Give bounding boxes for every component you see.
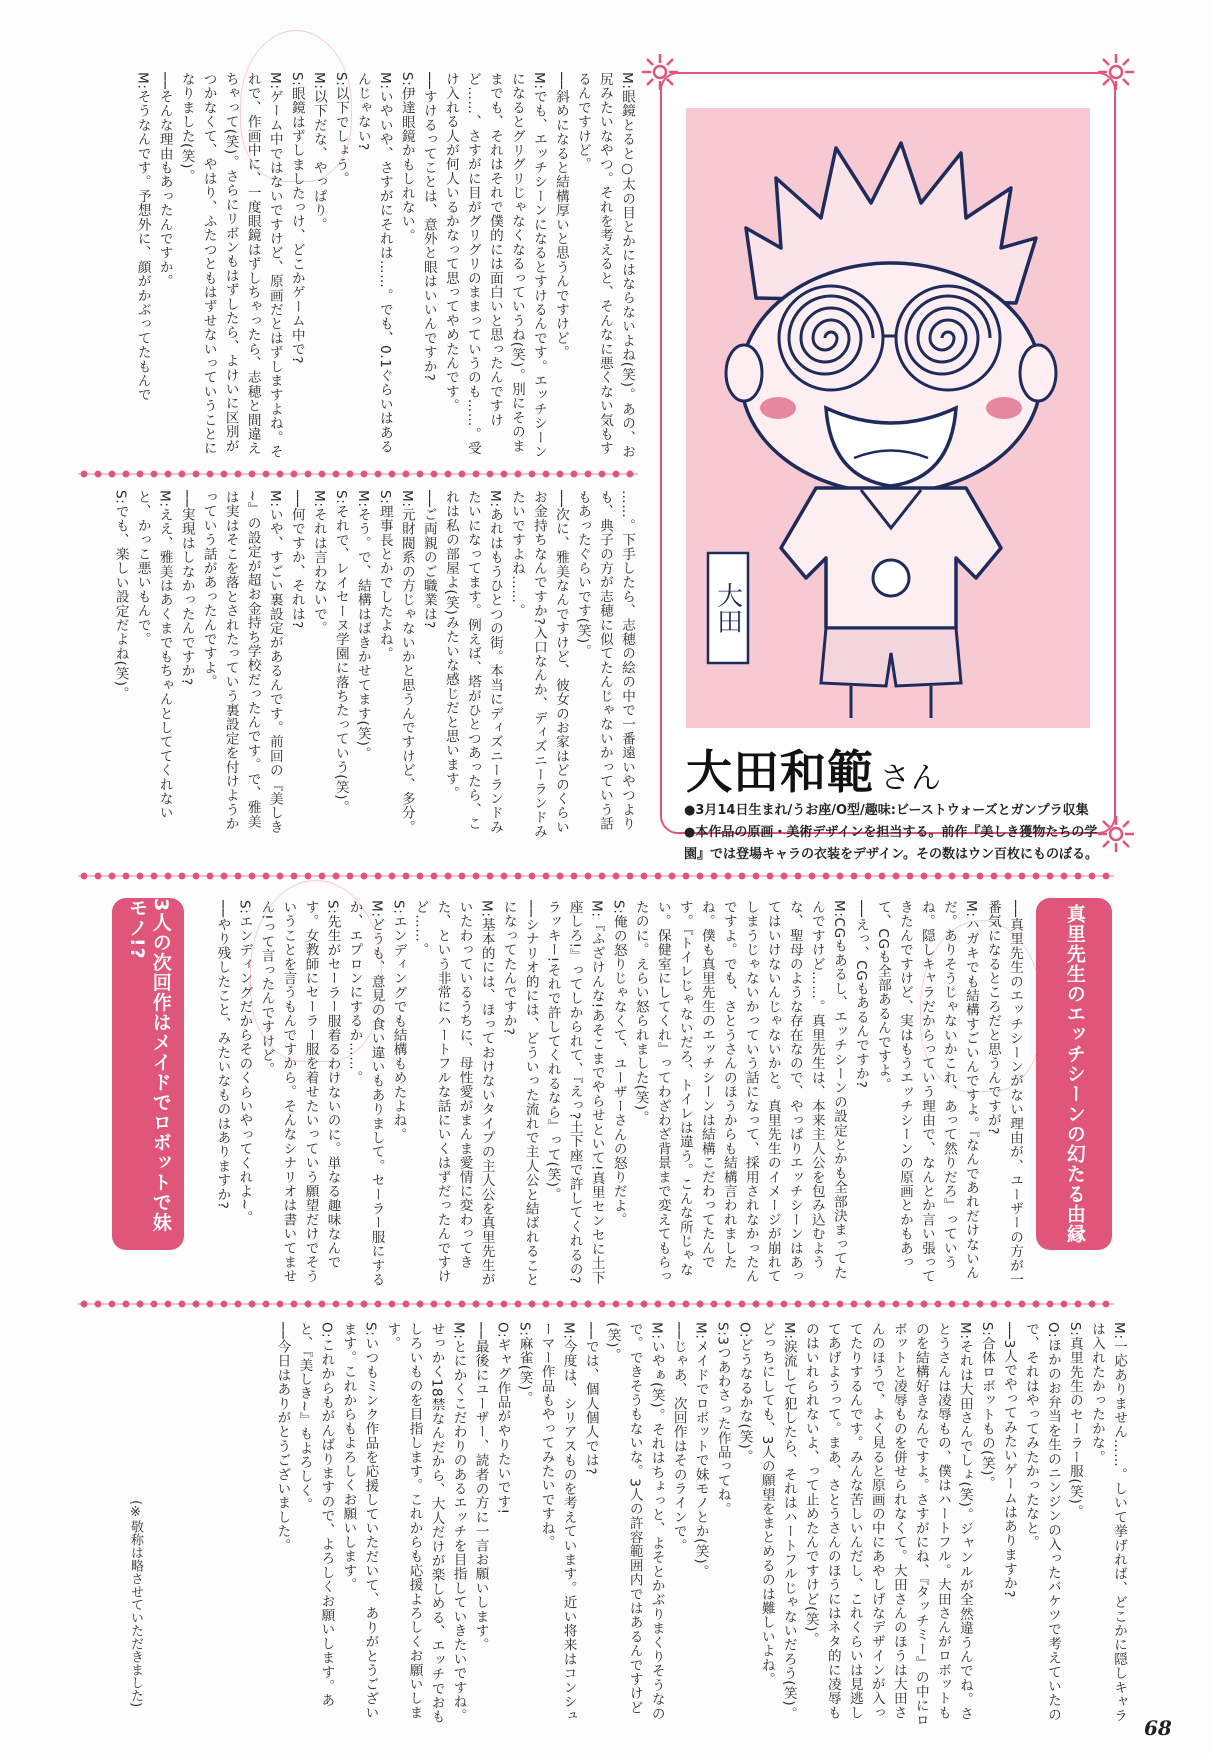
- sparkle-icon: [1096, 52, 1136, 92]
- dialogue-line: ──何ですか、それは?: [288, 490, 305, 629]
- dialogue-line: S:合体ロボットもの(笑)。: [978, 1322, 995, 1491]
- footnote: (※敬称は略させていただきました): [128, 1500, 143, 1708]
- interview-column-top-middle: [80, 490, 638, 840]
- heart-divider: [78, 468, 638, 480]
- interview-column-bottom-left: [130, 1322, 1130, 1732]
- dialogue-line: ……。下手したら、志穂の絵の中で一番遠いやつよりも、典子の方が志穂に似てたんじゃないかっていう話もあったぐらいです(笑)。: [574, 490, 635, 831]
- dialogue-line: M:いやぁ(笑)。それはちょっと、よそとかぶりまくりそうなので。できそうもないな。3人の許容範囲内ではあるんですけど(笑)。: [604, 1322, 665, 1721]
- section-heading: 3人の次回作はメイドでロボットで妹モノ!?: [126, 898, 172, 1233]
- dialogue-line: ──ご両親のご職業は?: [420, 490, 437, 629]
- dialogue-line: M:いや、すごい裏設定があるんです。前回の『美しき~』の設定が超お金持ち学校だったんです。で、雅美は実はそこを落とされたっていう裏設定を付けようかっていう話があったんですよ。: [200, 490, 283, 835]
- dialogue-line: S:眼鏡はずしましたっけ、どこかゲーム中で?: [288, 72, 305, 365]
- dialogue-line: O:ほかのお弁当を生のニンジンの入ったバケツで考えていたので、それはやってみたかったなと。: [1022, 1322, 1061, 1722]
- artist-work-info-2: 園』では登場キャラの衣装をデザイン。その数はウン百枚にものぼる。: [684, 847, 1099, 862]
- dialogue-line: S:エンディングだからそのくらいやってくれよ~。: [236, 900, 253, 1225]
- dialogue-line: S:俺の怒りじゃなくて、ユーザーさんの怒りだよ。: [610, 900, 627, 1227]
- dialogue-line: M:基本的には、ほっておけないタイプの主人公を真里先生がいたわっているうちに、母性愛がまんま愛情に変わってきた、という非常にハートフルな話にいくはずだったんですけど……。: [412, 900, 495, 1287]
- dialogue-line: ──じゃあ、次回作はそのラインで。: [670, 1322, 687, 1553]
- dialogue-line: M:あれはもうひとつの街。本当にディズニーランドみたいになってます。例えば、塔がひとつあったら、これは私の部屋よ(笑)みたいな感じだと思います。: [442, 490, 503, 835]
- page-number: 68: [1144, 1716, 1172, 1740]
- dialogue-line: S:それで、レイセーヌ学園に落ちたっていう(笑)。: [332, 490, 349, 815]
- dialogue-line: S:先生がセーラー服着るわけないのに。単なる趣味なんです。女教師にセーラー服を着せたいっていう願望だけでそういうことを言うもんですから。そんなシナリオは書いてません!って言ったんですけど。: [258, 900, 341, 1284]
- dialogue-line: ──シナリオ的には、どういった流れで主人公と結ばれることになってたんですか?: [500, 900, 539, 1287]
- section-heading: 真里先生のエッチシーンの幻たる由縁: [1063, 904, 1086, 1244]
- dialogue-line: M:ハガキでも結構すごいんですよ。『なんであれだけないんだ。ありそうじゃないかこれ、あって然りだろ』っていうね。隠しキャラだからっていう理由で、なんとか言い張ってきたんですけど、実はもうエッチシーンの原画とかもあって、CGも全部あるんですよ。: [874, 900, 979, 1284]
- section-heading-tab: [112, 898, 184, 1250]
- dialogue-line: M:いやいや、さすがにそれは……。でも、0.1ぐらいはあるんじゃない?: [354, 72, 393, 454]
- dialogue-line: S:真里先生のセーラー服(笑)。: [1066, 1322, 1083, 1519]
- interview-column-top-right: [80, 72, 638, 464]
- dialogue-line: M:それは大田さんでしょ(笑)。ジャンルが全然違うんでね。さとうさんは凌辱もの、僕はハートフル。大田さんがロボットものを結構好きなんですよ。さすがにね、『タッチミー』の中にロボットと凌辱ものを併せられなくて。大田さんのほうは大田さんのほうで、よく見ると原画の中にあやしげなデザインが入ってたりするんです。みんな苦しいんだし、これくらいは見逃してあげようって。まあ、さとうさんのほうにはネタ的に凌辱ものはいれられないよ、って止めたんですけど(笑)。: [802, 1322, 973, 1727]
- dialogue-line: S:いつもミンク作品を応援していただいて、ありがとうございます。これからもよろしくお願いします。: [340, 1322, 379, 1720]
- dialogue-line: S:麻雀(笑)。: [516, 1322, 533, 1406]
- dialogue-line: S:エンディングでも結構もめたよね。: [390, 900, 407, 1142]
- dialogue-line: S:伊達眼鏡かもしれない。: [398, 72, 415, 243]
- dialogue-line: O:ギャグ作品がやりたいです!: [494, 1322, 511, 1515]
- dialogue-line: ──そんな理由もあったんですか。: [156, 72, 173, 289]
- dialogue-line: ──次に、雅美なんですけど、彼女のお家はどのくらいお金持ちなんですか?入口なんか、ディズニーランドみたいですよね……。: [508, 490, 569, 839]
- dialogue-line: ──実現はしなかったんですか?: [178, 490, 195, 686]
- dialogue-line: S:3つあわさった作品ってね。: [714, 1322, 731, 1517]
- section-heading-tab: [1036, 898, 1112, 1250]
- dialogue-line: M:ええ、雅美はあくまでもちゃんとしててくれないと、かっこ悪いもんで。: [134, 490, 173, 820]
- dialogue-line: S:でも、楽しい設定だよね(笑)。: [112, 490, 129, 701]
- artist-work-info-1: ●本作品の原画・美術デザインを担当する。前作『美しき獲物たちの学: [684, 825, 1098, 840]
- sparkle-icon: [640, 52, 680, 92]
- dialogue-line: M:それは言わないで。: [310, 490, 327, 636]
- dialogue-line: M:『ふざけんな!あそこまでやらせといて!真里センセに土下座しろ!』ってしかられて、『えっ?土下座で許してくれるの?ラッキー!それで許してくれるなら』って(笑)。: [544, 900, 605, 1285]
- dialogue-line: M:元財閥系の方じゃないかと思うんですけど、多分。: [398, 490, 415, 835]
- dialogue-line: M:CGもあるし、エッチシーンの設定とかも全部決まってたんですけど……。真里先生は、本来主人公を包み込むような、聖母のような存在なので、やっぱりエッチシーンはあってはいけないんじゃないかと。真里先生のイメージが崩れてしまうじゃないかっていう話になって、採用されなかったんですよ。でも、さとうさんのほうからも結構言われましたね。僕も真里先生のエッチシーンは結構こだわってたんです。『トイレじゃないだろ、トイレは違う。こんな所じゃない。保健室にしてくれ』ってわざわざ背景まで変えてもらったのに。えらい怒られました(笑)。: [632, 900, 847, 1284]
- dialogue-line: ──今日はありがとうございました。: [274, 1322, 291, 1553]
- dialogue-line: M:でも、エッチシーンになるとすけるんです。エッチシーンになるとグリグリじゃなくなるっていうね(笑)。別にそのままでも、それはそれで僕的には面白いと思ったんですけど……、さすがに目がグリグリのままっていうのも……。受け入れる人が何人いるかなって思ってやめたんです。: [442, 72, 547, 459]
- dialogue-line: ──斜めになると結構厚いと思うんですけど。: [552, 72, 569, 360]
- dialogue-line: ──3人でやってみたいゲームはありますか?: [1000, 1322, 1017, 1599]
- dialogue-line: M:そうなんです。予想外に、顔がかぶってたもんで: [134, 72, 151, 402]
- dialogue-line: M:ゲーム中ではないですけど、原画だとはずしますよね。それで、作画中に、一度眼鏡はずしちゃったら、志穂と間違えちゃって(笑)。さらにリボンもはずしたら、よけいに区別がつかなくて、やはり、ふたつともはずせないっていうことになりました(笑)。: [178, 72, 283, 459]
- artist-name-text: 大田和範: [686, 745, 874, 799]
- artist-name: [686, 736, 942, 802]
- dialogue-line: S:理事長とかでしたよね。: [376, 490, 393, 661]
- dialogue-line: M:そう。で、結構はばきかせてます(笑)。: [354, 490, 371, 761]
- dialogue-line: O:これからもがんばりますので、よろしくお願いします。あと、『美しき~』もよろしく。: [296, 1322, 335, 1708]
- dialogue-line: M:メイドでロボットで妹モノとか(笑)。: [692, 1322, 709, 1579]
- dialogue-line: M:今度は、シリアスものを考えています。近い将来はコンシューマー作品もやってみたいですね。: [538, 1322, 577, 1723]
- dialogue-line: ──やり残したこと、みたいなものはありますか?: [214, 900, 231, 1210]
- honorific: さん: [880, 761, 942, 796]
- heart-divider: [78, 870, 1114, 882]
- dialogue-line: O:どうなるかな(笑)。: [736, 1322, 753, 1464]
- dialogue-line: M:眼鏡とると○太の目とかにはならないよね(笑)。あの、お尻みたいなやつ。それを考えると、そんなに悪くない気もするんですけど。: [574, 72, 635, 459]
- dialogue-line: M:とにかくこだわりのあるエッチを目指していきたいですね。せっかく18禁なんだから、大人だけが楽しめる、エッチでおもしろいものを目指します。これからも応援よろしくお願いします。: [384, 1322, 467, 1724]
- caricature-portrait: [686, 108, 1090, 728]
- dialogue-line: M:涙流して犯したら、それはハートフルじゃないだろう(笑)。どっちにしても、3人の願望をまとめるのは難しいよね。: [758, 1322, 797, 1721]
- dialogue-line: ──真里先生のエッチシーンがない理由が、ユーザーの方が一番気になるところだと思うんですが?: [984, 900, 1023, 1287]
- signature-stamp-text: 大田: [712, 582, 743, 634]
- dialogue-line: S:以下でしょう。: [332, 72, 349, 186]
- dialogue-line: M:どうも、意見の食い違いもありまして。セーラー服にするか、エプロンにするか……。: [346, 900, 385, 1287]
- artist-birth-info: ●3月14日生まれ/うお座/O型/趣味:ビーストウォーズとガンプラ収集: [684, 803, 1089, 818]
- dialogue-line: M:以下だな、やっぱり。: [310, 72, 327, 232]
- dialogue-line: ──えっ、CGもあるんですか?: [852, 900, 869, 1089]
- dialogue-line: ──最後にユーザー、読者の方に一言お願いします。: [472, 1322, 489, 1652]
- heart-divider: [78, 1298, 1114, 1310]
- dialogue-line: M:一応ありません……。しいて挙げれば、どこかに隠しキャラは入れたかったかな。: [1088, 1322, 1127, 1723]
- interview-column-bottom-right: [196, 900, 1026, 1292]
- dialogue-line: ──では、個人個人では?: [582, 1322, 599, 1476]
- artist-profile-box: [660, 72, 1116, 862]
- dialogue-line: ──すけるってことは、意外と眼はいいんですか?: [420, 72, 437, 382]
